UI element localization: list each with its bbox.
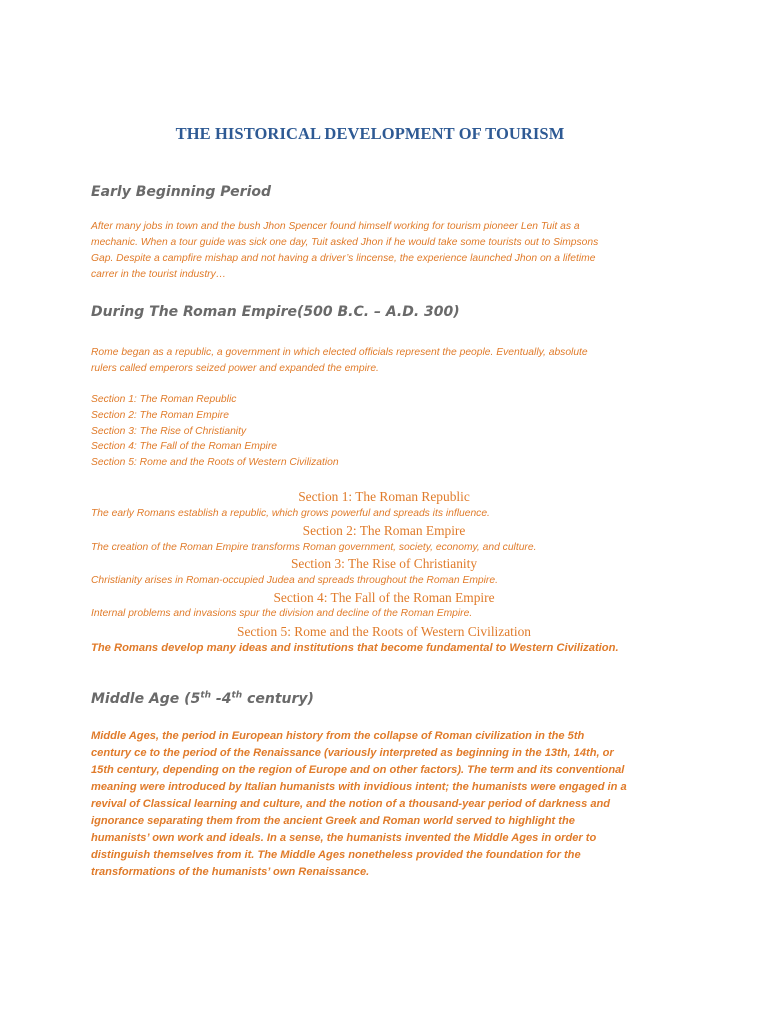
paragraph-line: rulers called emperors seized power and expanded the empire. <box>91 363 379 374</box>
section-description: The creation of the Roman Empire transforms Roman government, society, economy, and culture. <box>91 542 537 553</box>
section-list-item: Section 3: The Rise of Christianity <box>91 425 247 437</box>
heading-roman-empire: During The Roman Empire(500 B.C. – A.D. 300) <box>91 304 460 320</box>
heading-middle-age: Middle Age (5th -4th century) <box>91 690 314 707</box>
document-title: THE HISTORICAL DEVELOPMENT OF TOURISM <box>175 124 565 143</box>
paragraph-line: revival of Classical learning and culture, and the notion of a thousand-year period of darkness and <box>91 798 611 810</box>
paragraph-line: distinguish themselves from it. The Middle Ages nonetheless provided the foundation for the <box>91 849 581 861</box>
section-title: Section 5: Rome and the Roots of Western Civilization <box>237 624 531 639</box>
heading-early-beginning: Early Beginning Period <box>91 184 272 200</box>
paragraph-line: carrer in the tourist industry… <box>91 269 227 280</box>
section-description: The Romans develop many ideas and institutions that become fundamental to Western Civilization. <box>91 642 619 654</box>
paragraph-line: mechanic. When a tour guide was sick one day, Tuit asked Jhon if he would take some tourists out to Simpsons <box>91 237 599 248</box>
section-description: The early Romans establish a republic, which grows powerful and spreads its influence. <box>91 508 490 519</box>
paragraph-line: 15th century, depending on the region of Europe and on other factors). The term and its conventional <box>91 764 625 776</box>
paragraph-line: ignorance separating them from the ancient Greek and Roman world served to highlight the <box>91 815 575 827</box>
paragraph-early-beginning <box>91 219 681 283</box>
section-description: Christianity arises in Roman-occupied Judea and spreads throughout the Roman Empire. <box>91 575 498 586</box>
paragraph-line: Gap. Despite a campfire mishap and not having a driver’s lincense, the experience launched Jhon on a lifetime <box>91 253 596 264</box>
paragraph-line: Rome began as a republic, a government in which elected officials represent the people. Eventually, absolute <box>91 347 588 358</box>
paragraph-roman-intro <box>91 345 681 377</box>
section-list-item: Section 2: The Roman Empire <box>91 409 229 421</box>
section-title: Section 3: The Rise of Christianity <box>290 556 478 571</box>
paragraph-line: humanists’ own work and ideals. In a sense, the humanists invented the Middle Ages in order to <box>91 832 597 844</box>
section-list-item: Section 5: Rome and the Roots of Western Civilization <box>91 457 339 469</box>
section-title: Section 1: The Roman Republic <box>298 489 470 504</box>
section-title: Section 2: The Roman Empire <box>302 523 466 538</box>
paragraph-line: Middle Ages, the period in European history from the collapse of Roman civilization in the 5th <box>91 730 585 742</box>
paragraph-middle-ages <box>91 728 681 881</box>
section-list-item: Section 1: The Roman Republic <box>91 394 237 405</box>
section-description: Internal problems and invasions spur the division and decline of the Roman Empire. <box>91 608 473 619</box>
paragraph-line: After many jobs in town and the bush Jhon Spencer found himself working for tourism pioneer Len Tuit as a <box>91 221 580 232</box>
section-list-item: Section 4: The Fall of the Roman Empire <box>91 441 278 453</box>
paragraph-line: meaning were introduced by Italian humanists with invidious intent; the humanists were engaged in a <box>91 781 627 793</box>
paragraph-line: century ce to the period of the Renaissance (variously interpreted as beginning in the 13th, 14th, or <box>91 747 614 759</box>
section-list <box>91 392 339 471</box>
section-title: Section 4: The Fall of the Roman Empire <box>273 590 495 605</box>
paragraph-line: transformations of the humanists’ own Renaissance. <box>91 866 370 878</box>
